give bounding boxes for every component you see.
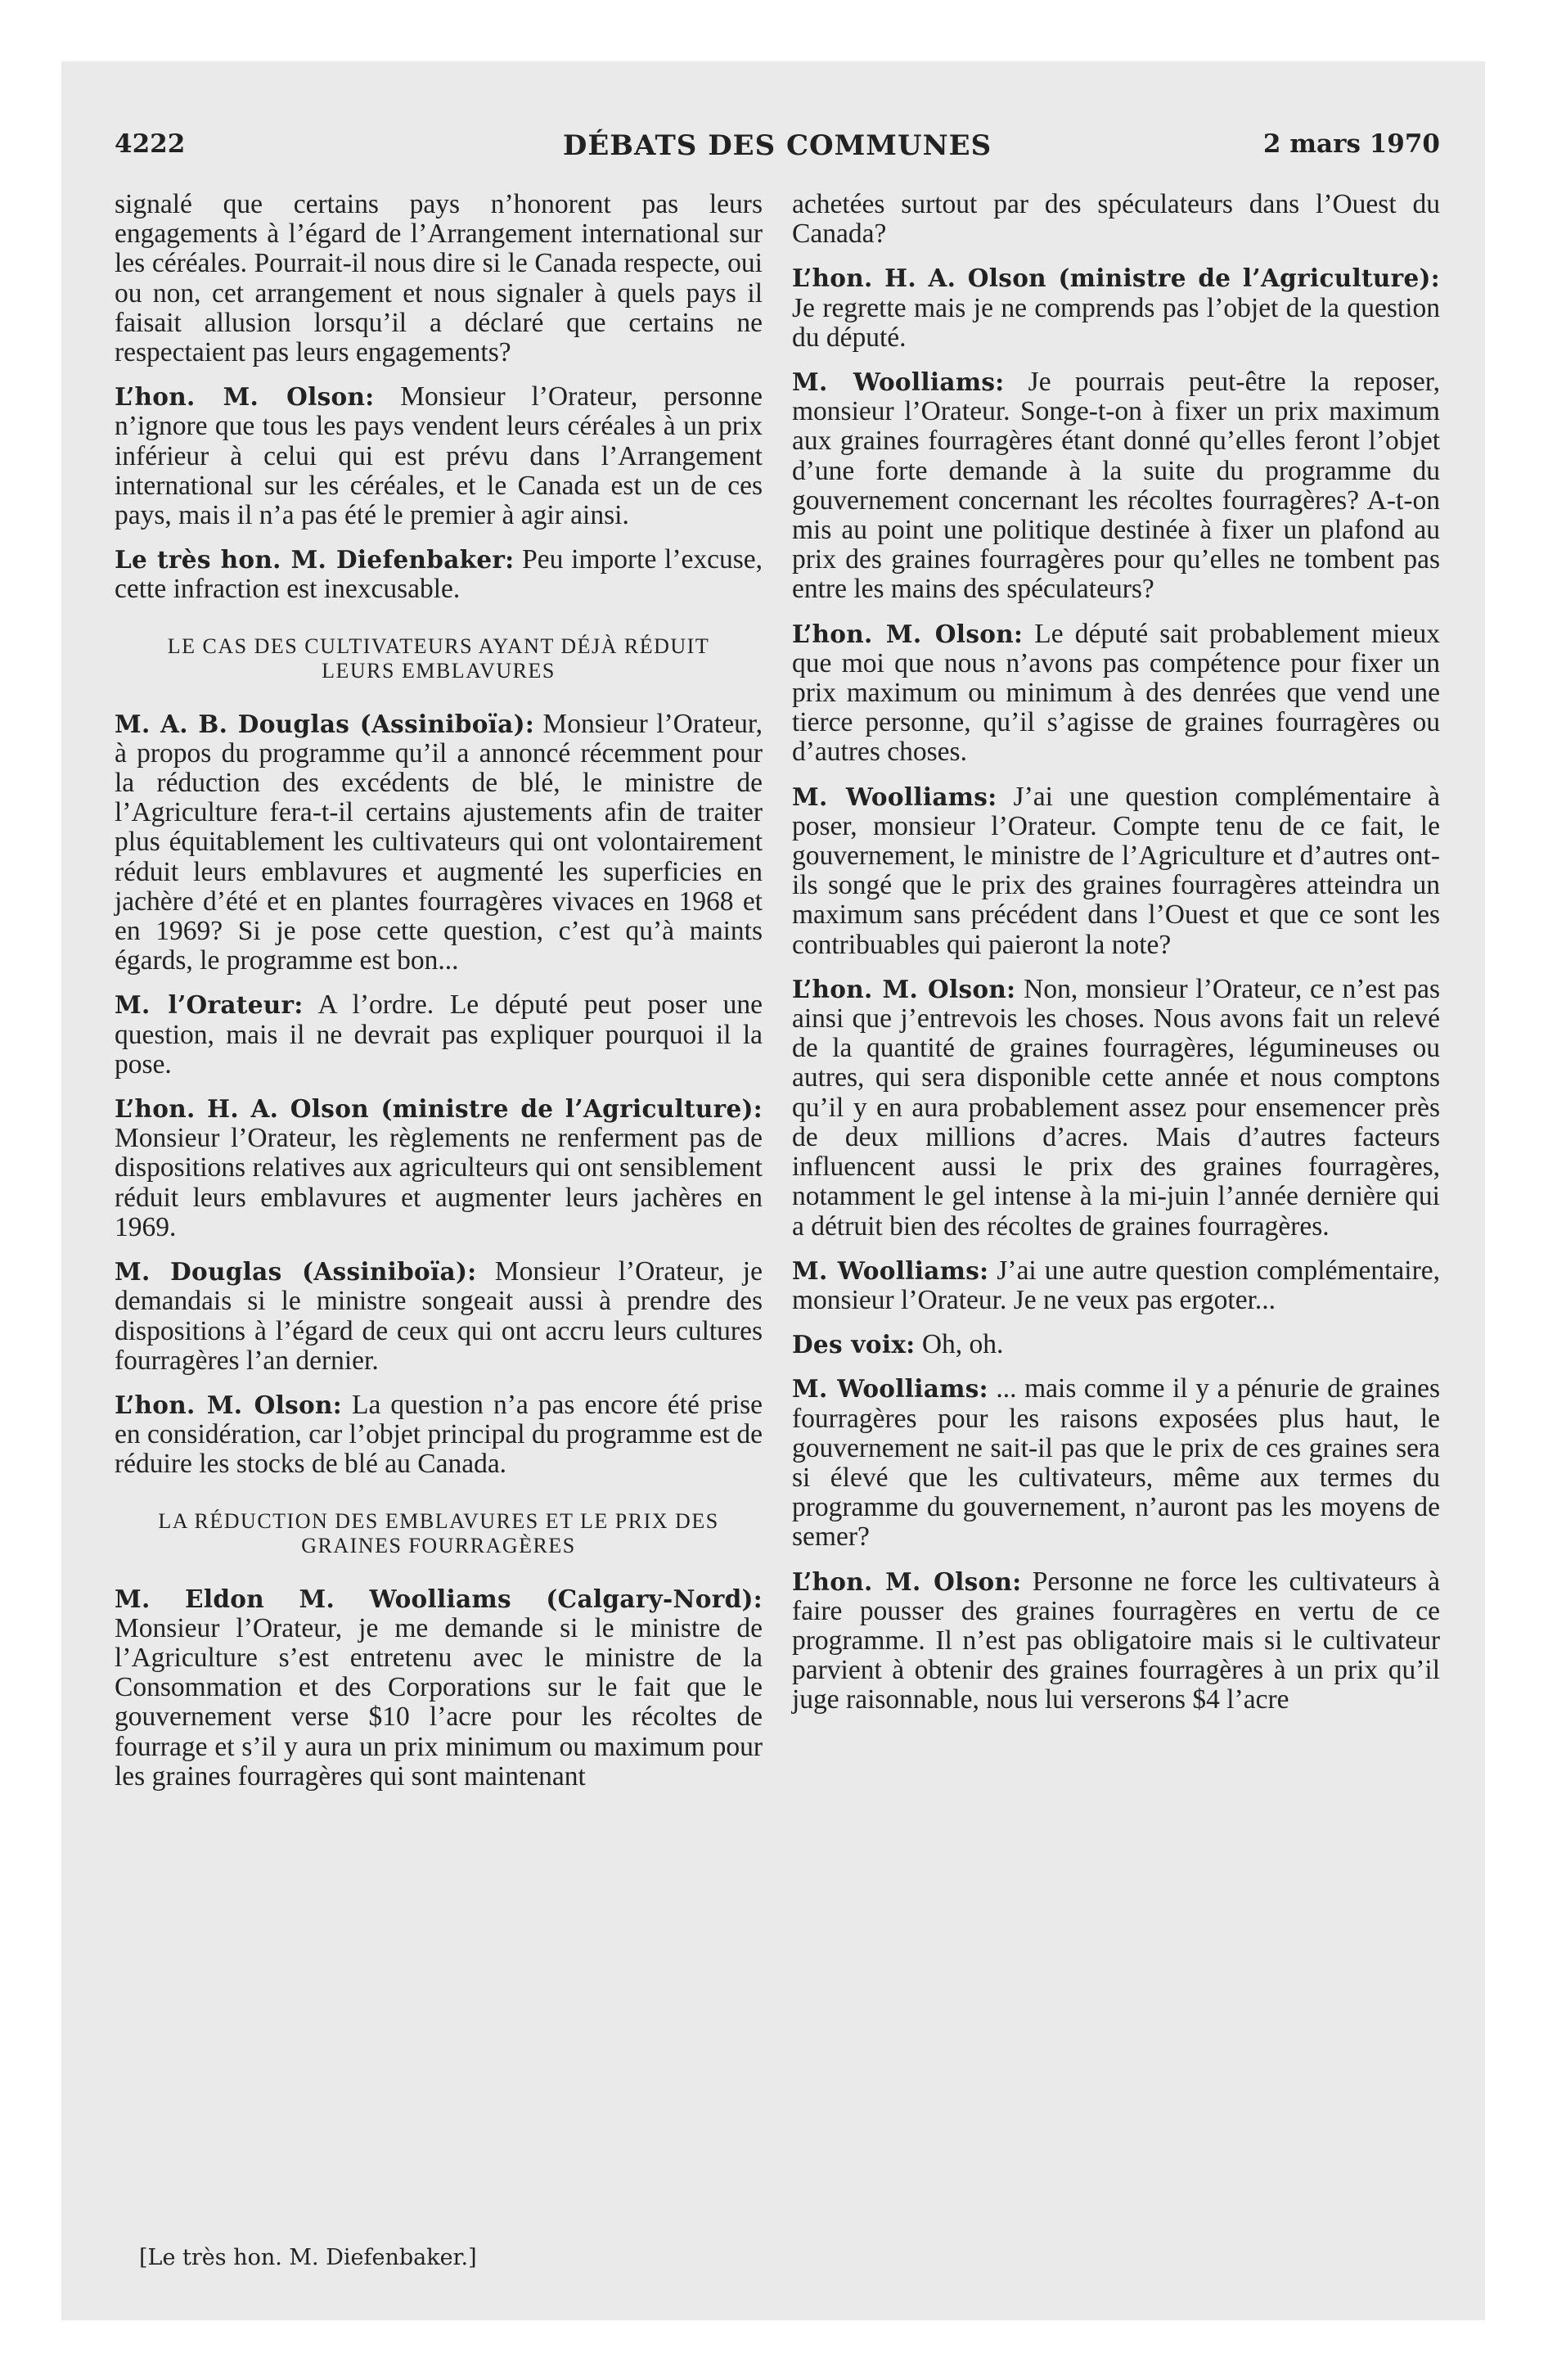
left-column — [115, 190, 763, 1792]
speaker: L’hon. M. Olson: — [792, 619, 1024, 648]
speaker: L’hon. H. A. Olson (ministre de l’Agriculture): — [115, 1094, 763, 1124]
speech: Monsieur l’Orateur, je demandais si le ministre songeait aussi à prendre des dispositions à l’égard de ceux qui ont accru leurs cultures fourragères l’an dernier. — [115, 1256, 763, 1376]
speech: Monsieur l’Orateur, les règlements ne renferment pas de dispositions relatives aux agriculteurs qui ont sensiblement réduit leurs emblavures et augmenter leurs jachères en 1969. — [115, 1123, 763, 1242]
speech: Monsieur l’Orateur, je me demande si le ministre de l’Agriculture s’est entretenu avec le ministre de la Consommation et des Corporations sur le fait que le gouvernement verse $10 l’acre pour les récoltes de fourrage et s’il y aura un prix minimum ou maximum pour les graines fourragères qui sont maintenant — [115, 1612, 763, 1792]
paragraph — [792, 620, 1440, 768]
speech: A l’ordre. Le député peut poser une question, mais il ne devrait pas expliquer pourquoi il la pose. — [115, 989, 763, 1080]
speaker: M. Douglas (Assiniboïa): — [115, 1257, 477, 1287]
paragraph — [792, 367, 1440, 605]
right-column — [792, 190, 1440, 1715]
speech: J’ai une question complémentaire à poser, monsieur l’Orateur. Compte tenu de ce fait, le gouvernement, le ministre de l’Agriculture et d’autres ont-ils songé que le prix des graines fourragères atteindra un maximum sans précédent dans l’Ouest et que ce sont les contribuables qui paieront la note? — [792, 781, 1440, 960]
page-number: 4222 — [115, 129, 186, 159]
paragraph — [792, 1256, 1440, 1315]
speaker: Des voix: — [792, 1330, 916, 1359]
paragraph — [115, 710, 763, 976]
speaker: M. Woolliams: — [792, 1374, 988, 1404]
paragraph — [792, 1330, 1440, 1359]
speaker: L’hon. H. A. Olson (ministre de l’Agriculture): — [792, 264, 1440, 293]
paragraph — [115, 545, 763, 604]
speaker: L’hon. M. Olson: — [115, 382, 375, 412]
speaker: L’hon. M. Olson: — [792, 1566, 1022, 1596]
speaker: L’hon. M. Olson: — [115, 1390, 342, 1419]
page-header — [115, 129, 1440, 172]
continuation-note: [Le très hon. M. Diefenbaker.] — [139, 2245, 477, 2270]
paragraph — [115, 1094, 763, 1242]
paragraph — [115, 382, 763, 530]
paragraph — [792, 782, 1440, 960]
publication-title: DÉBATS DES COMMUNES — [562, 129, 992, 162]
speaker: M. Woolliams: — [792, 367, 1005, 397]
speaker: L’hon. M. Olson: — [792, 974, 1016, 1003]
speaker: M. A. B. Douglas (Assiniboïa): — [115, 709, 535, 738]
speech: La question n’a pas encore été prise en considération, car l’objet principal du programme est de réduire les stocks de blé au Canada. — [115, 1389, 763, 1480]
paragraph — [115, 1391, 763, 1480]
section-heading: LA RÉDUCTION DES EMBLAVURES ET LE PRIX DES GRAINES FOURRAGÈRES — [158, 1508, 719, 1557]
section-heading: LE CAS DES CULTIVATEURS AYANT DÉJÀ RÉDUIT LEURS EMBLAVURES — [167, 633, 710, 683]
paragraph — [792, 1567, 1440, 1715]
speech: Non, monsieur l’Orateur, ce n’est pas ainsi que j’entrevois les choses. Nous avons fait un relevé de la quantité de graines fourragères, légumineuses ou autres, qui sera disponible cette année et nous comptons qu’il y en aura probablement assez pour ensemencer près de deux millions d’acres. Mais d’autres facteurs influencent aussi le prix des graines fourragères, notamment le gel intense à la mi-juin l’année dernière qui a détruit bien des récoltes de graines fourragères. — [792, 973, 1440, 1242]
paragraph — [115, 1584, 763, 1792]
paragraph — [115, 990, 763, 1080]
speech: Je regrette mais je ne comprends pas l’objet de la question du député. — [792, 292, 1440, 353]
speech: Monsieur l’Orateur, à propos du programme qu’il a annoncé récemment pour la réduction des excédents de blé, le ministre de l’Agriculture fera-t-il certains ajustements afin de traiter plus équitablement les cultivateurs qui ont volontairement réduit leurs emblavures et augmenté les superficies en jachère d’été et en plantes fourragères vivaces en 1968 et en 1969? Si je pose cette question, c’est qu’à maints égards, le programme est bon... — [115, 708, 763, 976]
speech: Je pourrais peut-être la reposer, monsieur l’Orateur. Songe-t-on à fixer un prix maximum aux graines fourragères étant donné qu’elles feront l’objet d’une forte demande à la suite du programme du gouvernement concernant les récoltes fourragères? A-t-on mis au point une politique destinée à fixer un plafond au prix des graines fourragères pour qu’elles ne tombent pas entre les mains des spéculateurs? — [792, 367, 1440, 605]
speech: ... mais comme il y a pénurie de graines fourragères pour les raisons exposées plus haut, le gouvernement ne sait-il pas que le prix de ces graines sera si élevé que les cultivateurs, même aux termes du programme du gouvernement, n’auront pas les moyens de semer? — [792, 1373, 1441, 1553]
speaker: M. Woolliams: — [792, 782, 997, 811]
speaker: Le très hon. M. Diefenbaker: — [115, 545, 515, 575]
speech: Monsieur l’Orateur, personne n’ignore que tous les pays vendent leurs céréales à un prix inférieur à celui qui est prévu dans l’Arrangement international sur les céréales, et le Canada est un de ces pays, mais il n’a pas été le premier à agir ainsi. — [115, 381, 763, 531]
paragraph: achetées surtout par des spéculateurs dans l’Ouest du Canada? — [792, 189, 1440, 250]
speaker: M. Eldon M. Woolliams (Calgary-Nord): — [115, 1584, 763, 1613]
speech: Peu importe l’excuse, cette infraction est inexcusable. — [115, 544, 763, 605]
speech: J’ai une autre question complémentaire, monsieur l’Orateur. Je ne veux pas ergoter... — [792, 1255, 1440, 1315]
sitting-date: 2 mars 1970 — [1262, 129, 1440, 159]
paragraph — [792, 264, 1440, 353]
paragraph: signalé que certains pays n’honorent pas leurs engagements à l’égard de l’Arrangement international sur les céréales. Pourrait-il nous dire si le Canada respecte, oui ou non, cet arrangement et nous signaler à quels pays il faisait allusion lorsqu’il a déclaré que certains ne respectaient pas leurs engagements? — [115, 189, 763, 368]
paragraph — [792, 1374, 1440, 1552]
speech: Oh, oh. — [915, 1329, 1004, 1360]
speech: Personne ne force les cultivateurs à faire pousser des graines fourragères en vertu de ce programme. Il n’est pas obligatoire mais si le cultivateur parvient à obtenir des graines fourragères à un prix qu’il juge raisonnable, nous lui verserons $4 l’acre — [792, 1566, 1440, 1715]
speech: Le député sait probablement mieux que moi que nous n’avons pas compétence pour fixer un prix maximum ou minimum à des denrées que vend une tierce personne, qu’il s’agisse de graines fourragères ou d’autres choses. — [792, 618, 1440, 768]
speaker: M. l’Orateur: — [115, 990, 304, 1020]
paragraph — [115, 1257, 763, 1376]
speaker: M. Woolliams: — [792, 1255, 989, 1285]
paragraph — [792, 975, 1440, 1242]
